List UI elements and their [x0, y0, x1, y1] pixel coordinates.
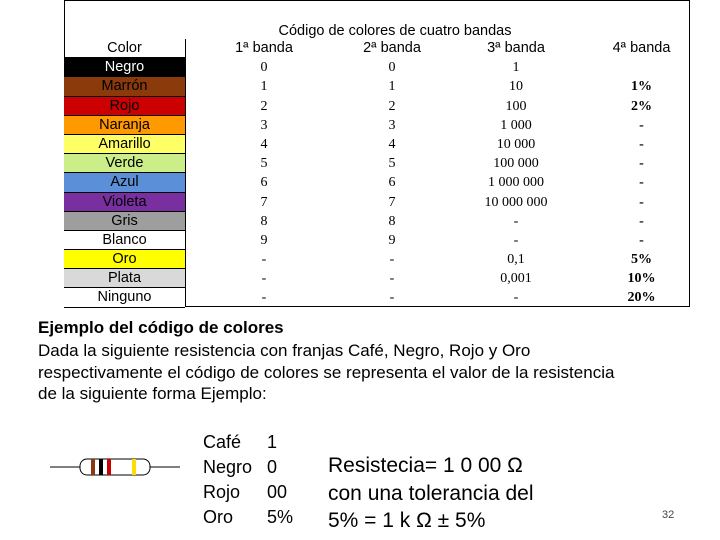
table-cell: -: [639, 213, 644, 229]
table-cell: 0: [260, 60, 268, 76]
color-swatch-cell: Violeta: [64, 193, 185, 212]
color-column: [64, 39, 185, 308]
table-cell: 100: [505, 98, 527, 114]
table-cell: -: [389, 252, 395, 268]
table-cell: 3: [388, 117, 396, 133]
color-swatch-cell: Rojo: [64, 97, 185, 116]
table-cell: -: [639, 117, 644, 133]
table-cell: 4: [260, 136, 268, 152]
table-cell: -: [639, 136, 644, 152]
table-cell: 5: [388, 156, 396, 172]
band-value-row: [203, 480, 293, 505]
table-cell: -: [513, 232, 519, 248]
table-cell: -: [639, 175, 644, 191]
table-cell: 1: [512, 60, 520, 76]
header-band4: 4ª banda: [612, 40, 671, 56]
table-cell: 10: [509, 79, 523, 95]
table-cell: 0,001: [500, 271, 532, 287]
table-cell: 1: [388, 79, 396, 95]
resistor-band-2: [99, 459, 103, 475]
band2-column: [333, 39, 451, 308]
example-text: Dada la siguiente resistencia con franjas Café, Negro, Rojo y Oro respectivamente el código de colores se representa el valor de la resistencia de la siguiente forma Ejemplo:: [38, 341, 615, 403]
table-cell: [585, 58, 698, 77]
table-cell: 2%: [631, 98, 652, 114]
band4-column: [585, 39, 698, 308]
color-swatch-cell: Blanco: [64, 231, 185, 250]
color-swatch-cell: Oro: [64, 250, 185, 269]
result-text: [328, 452, 533, 535]
band-value: 0: [267, 457, 278, 477]
table-cell: 2: [388, 98, 396, 114]
band-value-row: [203, 430, 293, 455]
band-value: 5%: [267, 507, 294, 527]
result-line-1: Resistecia= 1 0 00 Ω: [328, 454, 523, 477]
band-name: Oro: [203, 507, 234, 527]
resistor-band-3: [107, 459, 111, 475]
result-line-3: 5% = 1 k Ω ± 5%: [328, 509, 486, 532]
table-cell: 2: [260, 98, 268, 114]
table-cell: -: [639, 156, 644, 172]
resistor-band-1: [91, 459, 95, 475]
band-name: Café: [203, 432, 242, 452]
table-cell: 9: [388, 232, 396, 248]
result-line-2: con una tolerancia del: [328, 481, 534, 505]
header-band2: 2ª banda: [363, 40, 421, 56]
table-cell: -: [513, 290, 519, 306]
table-cell: 5%: [631, 252, 652, 268]
table-cell: 3: [260, 117, 268, 133]
table-cell: 6: [388, 175, 396, 191]
band-value: 1: [267, 432, 278, 452]
band3-column: [457, 39, 575, 308]
band1-column: [205, 39, 323, 308]
table-cell: -: [389, 271, 395, 287]
table-cell: 20%: [627, 290, 656, 306]
table-cell: -: [639, 232, 644, 248]
table-cell: 9: [260, 232, 268, 248]
color-swatch-cell: Naranja: [64, 116, 185, 135]
page-number: 32: [662, 509, 675, 521]
resistor-icon: [50, 455, 180, 479]
table-cell: -: [261, 290, 267, 306]
table-cell: 8: [388, 213, 396, 229]
color-column-divider: [185, 39, 186, 307]
band-value: 00: [267, 482, 288, 502]
table-cell: 8: [260, 213, 268, 229]
band-value-row: [203, 505, 293, 530]
table-title: Código de colores de cuatro bandas: [278, 23, 512, 39]
table-cell: 1: [260, 79, 268, 95]
table-cell: -: [261, 252, 267, 268]
table-cell: 7: [388, 194, 396, 210]
table-cell: 5: [260, 156, 268, 172]
color-swatch-cell: Plata: [64, 269, 185, 288]
table-cell: -: [389, 290, 395, 306]
table-cell: 10%: [627, 271, 656, 287]
band-value-row: [203, 455, 293, 480]
resistor-band-4: [132, 459, 136, 475]
color-swatch-cell: Verde: [64, 154, 185, 173]
table-cell: 10 000: [496, 136, 536, 152]
color-swatch-cell: Amarillo: [64, 135, 185, 154]
table-cell: -: [513, 213, 519, 229]
table-cell: 4: [388, 136, 396, 152]
table-cell: 0,1: [507, 252, 525, 268]
color-swatch-cell: Azul: [64, 173, 185, 192]
example-heading: Ejemplo del código de colores: [38, 318, 284, 337]
table-cell: -: [261, 271, 267, 287]
header-color: Color: [64, 39, 185, 58]
table-cell: 6: [260, 175, 268, 191]
color-swatch-cell: Gris: [64, 212, 185, 231]
color-swatch-cell: Negro: [64, 58, 185, 77]
table-cell: -: [639, 194, 644, 210]
table-cell: 1%: [631, 79, 652, 95]
header-band1: 1ª banda: [235, 40, 293, 56]
table-cell: 0: [388, 60, 396, 76]
table-cell: 100 000: [493, 156, 539, 172]
table-cell: 7: [260, 194, 268, 210]
table-cell: 10 000 000: [484, 194, 548, 210]
band-values-list: [203, 430, 293, 530]
color-swatch-cell: Marrón: [64, 77, 185, 96]
table-cell: 1 000 000: [488, 175, 544, 191]
table-cell: 1 000: [500, 117, 532, 133]
band-name: Negro: [203, 457, 253, 477]
color-swatch-cell: Ninguno: [64, 288, 185, 307]
band-name: Rojo: [203, 482, 241, 502]
header-band3: 3ª banda: [487, 40, 545, 56]
